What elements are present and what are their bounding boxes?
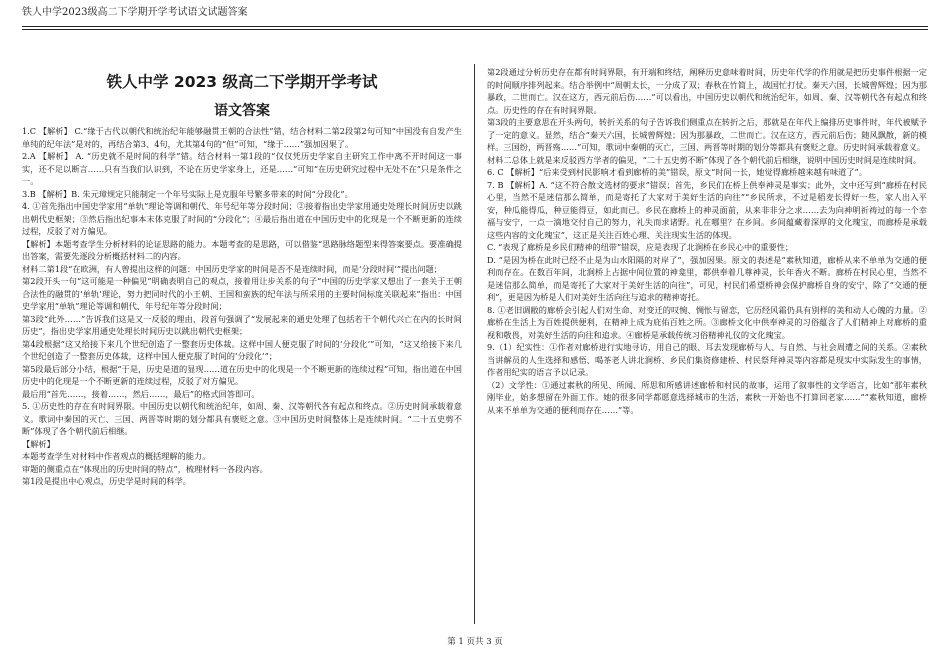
answer-paragraph: 材料二第1段“在欧洲，有人曾提出这样的问题：中国历史学家的时间是否不是连续时间，而是‘分段时间’”提出问题；	[22, 263, 442, 274]
answer-paragraph: 第3段的主要意思在开头两句，转折关系的句子告诉我们侧重点在转折之后，那就是在年代上编排历史事件时，年代被赋予了一定的意义。显然，结合“秦天六国，长城曾辉煌；因为那暴政，二世而亡。汉在这方，西元前后伤；随风飘散，新的模样。三国纷，两晋殇……”可知，歌词中秦朝的灭亡，三国、两晋等时期的划分等都具有褒贬之意。历史时间承载着意义。	[487, 117, 927, 152]
answer-paragraph: （2）文学性：①通过素秋的所见、所闻、所思和所感讲述廊桥和村民的故事，运用了叙事性的文学语言，比如“那年素秋刚毕业，始多想留在外面工作。她的很多同学都愿意选择城市的生活，素秋一开始也不打算回老家……”“素秋知道，廊桥从来不单单为交通的便利而存在……”等。	[487, 379, 927, 415]
header-rule-thin	[22, 29, 928, 30]
answer-paragraph: 第5段最后部分小结，根据“于是，历史是道的显现……道在历史中的化现是一个不断更新的连续过程”可知，指出道在中国历史中的化现是一个不断更新的连续过程，反驳了对方偏见。	[22, 363, 462, 386]
answer-paragraph: 审题的侧重点在“体现出的历史时间的特点”，梳理材料一各段内容。	[22, 463, 268, 474]
header-rule	[22, 26, 928, 27]
answer-paragraph: 本题考查学生对材料中作者观点的概括理解的能力。	[22, 451, 211, 461]
answer-paragraph: 5. ①历史性的存在有时间界限。中国历史以朝代和统治纪年，如周、秦、汉等朝代各有起点和终点。②历史时间承载着意义。歌词中秦国的灭亡、三国、两晋等时期的划分都具有褒贬之意。③中国历史时间整体上是连续时间。“二十五史剪不断”体现了各个朝代前后相继。	[22, 401, 462, 436]
answer-paragraph: 【解析】本题考查学生分析材料的论证思路的能力。本题考查的是思路，可以借鉴“思路脉络题型来得答案要点。要准确提出答案，需要先逐段分析概括材料二的内容。	[22, 238, 462, 261]
exam-title: 铁人中学 2023 级高二下学期开学考试	[106, 73, 378, 91]
answer-paragraph: 3.B 【解析】B. 朱元璋规定只能制定一个年号实际上是克服年号繁多带来的时间“分段化”。	[22, 188, 353, 199]
answer-paragraph: 【解析】	[22, 438, 55, 449]
answer-paragraph: 7. B 【解析】A. “这不符合散文选材的要求”错误；首先，乡民们在桥上供奉神灵是事实；此外，文中还写到“廊桥在村民心里，当然不是迷信那么简单，而是寄托了大家对于美好生活的向往”“乡民所求，不过是稻麦长得好一些，家人出入平安，种瓜能得瓜，种豆能得豆，如此而已。乡民在廊桥上的神灵面前，从来非非分之求……去为向神明祈祷过的每一个幸福与安宁，一点一滴地交付自己的努力，礼失而求诸野。礼在哪里？在乡间。乡间蕴藏着深厚的文化瑰宝，而廊桥是承载这些内容的文化瑰宝”，这正是关注百姓心理、关注现实生活的体现。	[487, 179, 927, 240]
answer-paragraph: 第2段开头一句“这可能是一种偏见”明确表明自己的观点，接着用让步关系的句子“中国的历史学家又想出了一套关于王朝合法性的融贯的‘单轨’理论，努力把同时代的小王朝、王国和蛮族的纪年法与所采用的主要时间标度关联起来”指出：中国史学家用“单轨”理论等调和朝代、年号纪年等分段时间；	[22, 276, 462, 311]
answer-paragraph: 第3段“此外……”告诉我们这是又一反驳的理由，段首句强调了“发展起来的通史处理了包括若干个朝代兴亡在内的长时间历史”，指出史学家用通史处理长时间历史以跳出朝代史框架；	[22, 313, 462, 336]
answer-paragraph: 第4段根据“这又给接下来几个世纪创造了一整套历史体裁。这样中国人便克服了时间的‘分段化’”可知，“这又给接下来几个世纪创造了一整套历史体裁，这样中国人便克服了时间的‘分段化’”；	[22, 338, 462, 361]
answer-paragraph: 2.A 【解析】 A. “历史就不是时间的科学”错。结合材料一第1段的“仅仅凭历史学家自主研究工作中离不开时间这一事实，还不足以断言……只有当我们认识到，不论在历史学家身上，还是……”可知“在历史研究过程中无处不在”只是条件之一。	[22, 151, 462, 186]
answer-paragraph: 第1段是提出中心观点，历史学是时间的科学。	[22, 476, 191, 486]
right-column	[487, 66, 927, 598]
answer-paragraph: 材料二总体上就是来反驳西方学者的偏见，“二十五史剪不断”体现了各个朝代前后相继，说明中国历史时间是连续时间。	[487, 154, 922, 165]
left-column	[22, 125, 462, 595]
answer-subtitle: 语文答案	[214, 103, 270, 119]
answer-paragraph: 最后用“首先……，接着……，然后……，最后”的格式回答即可。	[22, 388, 260, 399]
answer-paragraph: 8. ①老旧调敝的廊桥会引起人们对生命、对变迁的叹惋、惆怅与留恋，它历经风霜仍具有别样的美和动人心魄的力量。②廊桥在生活上为百姓提供便利，在精神上成为庇佑百姓之所。③廊桥文化中供奉神灵的习俗蕴含了人们精神上对廊桥的重视和敬畏，对美好生活的向往和追求。④廊桥是承载传统习俗精神礼仪的文化瑰宝。	[487, 304, 927, 340]
page-header: 铁人中学2023级高二下学期开学考试语文试题答案	[22, 7, 248, 18]
column-divider	[474, 64, 475, 624]
answer-paragraph: C. “表现了廊桥是乡民们精神的纽带”错误，应是表现了北涧桥在乡民心中的重要性；	[487, 242, 794, 252]
page-footer: 第 1 页共 3 页	[447, 637, 503, 647]
answer-paragraph: 6. C 【解析】“后来受到村民影响才看到廊桥的美”错误，原文“时间一长，她觉得廊桥越来越有味道了”。	[487, 167, 867, 177]
answer-paragraph: 第2段通过分析历史存在都有时间界限，有开端和终结，阐释历史意味着时间，历史年代学的作用就是把历史事件根据一定的时间顺序排列起来。结合举例中“周朝太长，一分成了双；春秋在竹简上，战国忙打仗。秦天六国，长城曾辉煌；因为那暴政，二世而亡。汉在这方，西元前后伤……”可以看出，中国历史以朝代和统治纪年，如周、秦、汉等朝代各有起点和终点。历史性的存在有时间界限。	[487, 67, 927, 115]
answer-paragraph: 9.（1）纪实性：①作者对廊桥进行实地寻访，用自己的眼、耳去发现廊桥与人、与自然、与社会周遭之间的关系。②素秋当讲解员的人生选择和感悟、喝茶老人讲北涧桥、乡民们集资修建桥、村民祭拜神灵等内容都是现实中实际发生的事情，作者用纪实的语言予以记录。	[487, 342, 927, 377]
answer-paragraph: D. “是因为桥在此时已经不止是为山水阳隔的对岸了”，强加因果。原文的表述是“素秋知道，廊桥从来不单单为交通的便利而存在。在数百年间，北涧桥上占据中间位置的神龛里，都供奉着几尊神灵，长年香火不断。廊桥在村民心里，当然不是迷信那么简单，而是寄托了大家对于美好生活的向往”，可见，村民们希望桥神会保护廊桥自身的安宁，除了“交通的便利”，更是因为桥是人们对美好生活向往与追求的精神寄托。	[487, 254, 927, 302]
answer-paragraph: 4. ①首先指出中国史学家用“单轨”理论等调和朝代、年号纪年等分段时间；②接着指出史学家用通史处理长时间历史以跳出朝代史框架；③然后指出纪事本末体克服了时间的“分段化”；④最后指出道在中国历史中的化现是一个不断更新的连续过程，反驳了对方偏见。	[22, 201, 462, 236]
answer-paragraph: 1.C 【解析】 C.“缘于古代以朝代和统治纪年能够融贯王朝的合法性”错，结合材料二第2段第2句可知“中国没有自发产生单纯的纪年法”是对的，再结合第3、4句，尤其第4句的“但”可知，“缘于……”强加因果了。	[22, 126, 462, 149]
